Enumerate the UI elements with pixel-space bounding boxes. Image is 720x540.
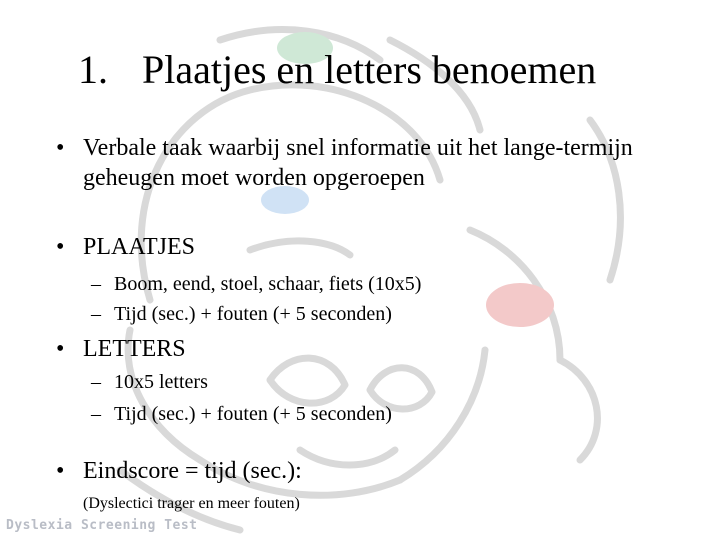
bullet-text: Eindscore = tijd (sec.): xyxy=(83,458,302,484)
subitem-text: Tijd (sec.) + fouten (+ 5 seconden) xyxy=(114,303,392,325)
bullet-letters xyxy=(56,334,663,364)
bullet-text: LETTERS xyxy=(83,336,186,362)
slide-title xyxy=(78,44,596,96)
sub-marker: – xyxy=(91,403,101,425)
bullet-text: PLAATJES xyxy=(83,234,196,260)
footer-watermark: Dyslexia Screening Test xyxy=(6,518,198,533)
bullet-marker: • xyxy=(56,458,65,484)
sub-marker: – xyxy=(91,303,101,325)
sketch-eye-left xyxy=(270,358,345,403)
sketch-ear-right xyxy=(560,360,597,460)
subitem-text: Tijd (sec.) + fouten (+ 5 seconden) xyxy=(114,403,392,425)
subitem-plaatjes-items xyxy=(91,272,421,296)
bullet-verbale-taak xyxy=(56,133,663,193)
bullet-text: Verbale taak waarbij snel informatie uit het lange-termijn geheugen moet worden opgeroepen xyxy=(83,135,633,191)
subitem-letters-tijd xyxy=(91,402,392,426)
eindscore-note: (Dyslectici trager en meer fouten) xyxy=(83,495,300,512)
subitem-plaatjes-tijd xyxy=(91,302,392,326)
sketch-red-blob xyxy=(486,283,554,327)
subitem-letters-items xyxy=(91,370,208,394)
bullet-marker: • xyxy=(56,336,65,362)
title-text: Plaatjes en letters benoemen xyxy=(142,47,597,92)
bullet-eindscore xyxy=(56,456,663,486)
subitem-text: 10x5 letters xyxy=(114,371,208,393)
sub-marker: – xyxy=(91,273,101,295)
bullet-plaatjes xyxy=(56,232,663,262)
bullet-marker: • xyxy=(56,234,65,260)
subitem-text: Boom, eend, stoel, schaar, fiets (10x5) xyxy=(114,273,422,295)
sub-marker: – xyxy=(91,371,101,393)
title-number: 1. xyxy=(78,47,108,92)
bullet-marker: • xyxy=(56,135,65,161)
